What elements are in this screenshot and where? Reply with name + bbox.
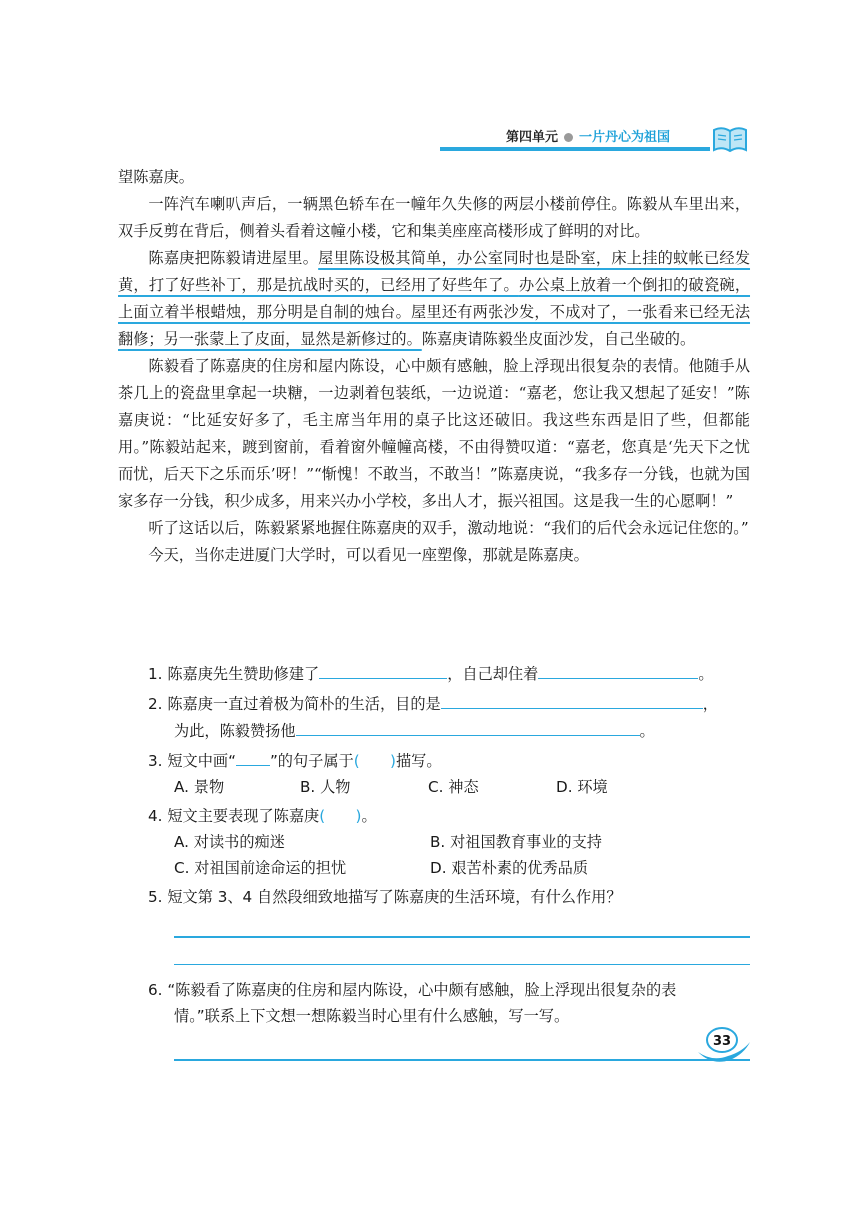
p2-intro: 陈嘉庚把陈毅请进屋里。 [148,249,319,267]
question-1: 1. 陈嘉庚先生赞助修建了 ，自己却住着 。 [148,660,750,687]
answer-line-6[interactable] [174,1059,750,1061]
underlined-sentence-3: 屋里还有两张沙发，不成对了，一张看来已经无法翻修；另一张蒙上了皮面，显然是新修过的。 [118,303,751,348]
question-list [148,660,750,1061]
paragraph-4: 听了这话以后，陈毅紧紧地握住陈嘉庚的双手，激动地说：“我们的后代会永远记住您的。” [148,519,749,537]
question-4-options-row2 [174,855,750,881]
paragraph-5: 今天，当你走进厦门大学时，可以看见一座塑像，那就是陈嘉庚。 [148,546,589,564]
reading-passage [118,164,750,569]
option-4d[interactable]: D. 艰苦朴素的优秀品质 [430,859,589,877]
unit-label: 第四单元 [506,130,559,145]
answer-paren-3[interactable]: ( ) [353,752,396,770]
wave-badge-icon [694,1022,754,1062]
answer-blank-2a[interactable] [441,690,703,709]
unit-header [440,120,760,160]
option-4a[interactable]: A. 对读书的痴迷 [174,833,285,851]
option-4c[interactable]: C. 对祖国前途命运的担忧 [174,859,347,877]
question-3-options [174,774,750,800]
passage-line-0: 望陈嘉庚。 [118,168,194,186]
option-4b[interactable]: B. 对祖国教育事业的支持 [430,833,602,851]
answer-blank-2b[interactable] [296,717,640,736]
open-book-icon [710,124,750,154]
header-rule [440,147,710,151]
unit-theme: 一片丹心为祖国 [579,130,671,145]
separator-dot [564,133,573,142]
question-6-line-1: 6. “陈毅看了陈嘉庚的住房和屋内陈设，心中颇有感触，脸上浮现出很复杂的表 [148,981,677,999]
option-3d[interactable]: D. 环境 [556,778,608,796]
underlined-sentence-2: 办公桌上放着一个倒扣的破瓷碗，上面立着半根蜡烛，那分明是自制的烛台。 [118,276,751,321]
question-4: 4. 短文主要表现了陈嘉庚( )。 [148,807,377,825]
underlined-sentence-1: 屋里陈设极其简单，办公室同时也是卧室，床上挂的蚊帐已经发黄，打了好些补丁，那是抗战时买的，已经用了好些年了。 [118,249,751,294]
question-2-cont: 为此，陈毅赞扬他 。 [174,717,750,744]
question-2: 2. 陈嘉庚一直过着极为简朴的生活，目的是 ， [148,690,750,717]
answer-blank-1b[interactable] [538,660,698,679]
paragraph-1: 一阵汽车喇叭声后，一辆黑色轿车在一幢年久失修的两层小楼前停住。陈毅从车里出来，双手反剪在背后，侧着头看着这幢小楼，它和集美座座高楼形成了鲜明的对比。 [118,195,750,240]
question-6-line-2: 情。”联系上下文想一想陈毅当时心里有什么感触，写一写。 [174,1007,570,1025]
paragraph-2 [118,245,750,353]
page-number-badge [694,1022,754,1062]
question-5: 5. 短文第 3、4 自然段细致地描写了陈嘉庚的生活环境，有什么作用？ [148,888,622,906]
answer-blank-1a[interactable] [319,660,447,679]
page-number: 33 [712,1034,732,1049]
question-3: 3. 短文中画“ ”的句子属于( )描写。 [148,747,750,774]
option-3b[interactable]: B. 人物 [300,778,351,796]
unit-title [506,126,670,145]
question-4-options-row1 [174,829,750,855]
p2-end: 陈嘉庚请陈毅坐皮面沙发，自己坐破的。 [421,330,696,348]
option-3c[interactable]: C. 神态 [428,778,479,796]
paragraph-3: 陈毅看了陈嘉庚的住房和屋内陈设，心中颇有感触，脸上浮现出很复杂的表情。他随手从茶几上的瓷盘里拿起一块糖，一边剥着包装纸，一边说道：“嘉老，您让我又想起了延安！”陈嘉庚说：“比延安好多了，毛主席当年用的桌子比这还破旧。我这些东西是旧了些，但都能用。”陈毅站起来，踱到窗前，看着窗外幢幢高楼，不由得赞叹道：“嘉老，您真是‘先天下之忧而忧，后天下之乐而乐’呀！”“惭愧！不敢当，不敢当！”陈嘉庚说，“我多存一分钱，也就为国家多存一分钱，积少成多，用来兴办小学校，多出人才，振兴祖国。这是我一生的心愿啊！” [118,357,750,510]
underline-sample [236,747,270,766]
option-3a[interactable]: A. 景物 [174,778,225,796]
answer-paren-4[interactable]: ( ) [319,807,362,825]
